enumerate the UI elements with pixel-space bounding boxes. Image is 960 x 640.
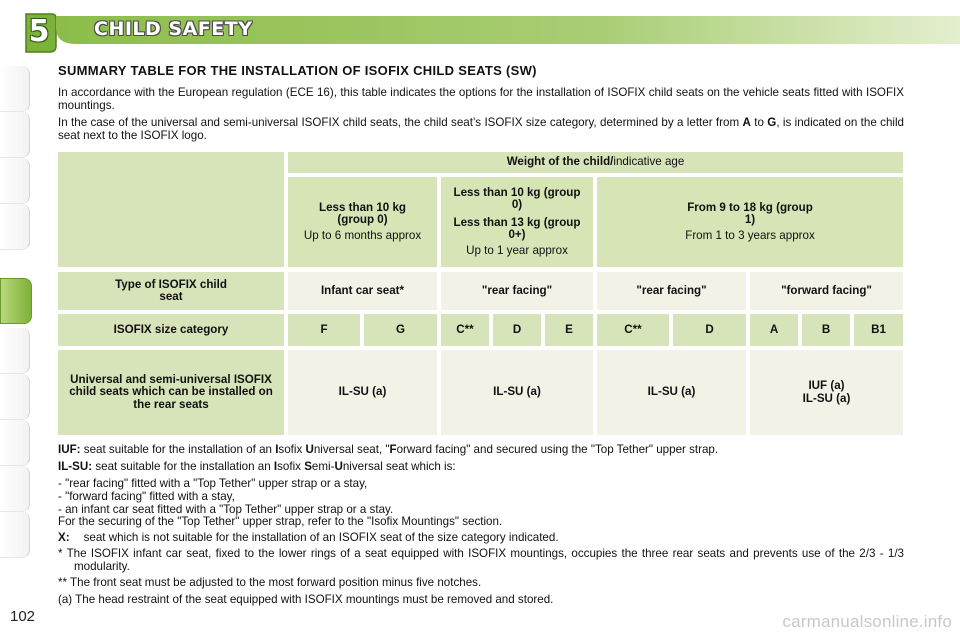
chapter-tab-4[interactable] — [0, 204, 30, 250]
install-row-label: Universal and semi-universal ISOFIX child seats which can be installed on the rear seats — [58, 350, 284, 435]
note-ilsu-list-item: - an infant car seat fitted with a "Top Tether" upper strap or a stay. — [58, 503, 394, 516]
weight-header: Weight of the child/indicative age — [288, 152, 903, 173]
chapter-tab-5-active[interactable] — [0, 278, 32, 324]
note-star: * The ISOFIX infant car seat, fixed to the lower rings of a seat equipped with ISOFIX mountings, occupies the three rear seats and prevents use of the 2/3 - 1/3 modularity. — [58, 547, 904, 573]
group-0-infant-header: Less than 10 kg (group 0) Up to 6 months approx — [288, 177, 437, 267]
chapter-tabs — [0, 60, 30, 580]
size-cell: E — [545, 314, 593, 346]
size-row-label: ISOFIX size category — [58, 314, 284, 346]
note-ilsu-list-item: - "rear facing" fitted with a "Top Tether" upper strap or a stay, — [58, 477, 368, 490]
chapter-tab-9[interactable] — [0, 466, 30, 512]
chapter-tab-7[interactable] — [0, 374, 30, 420]
chapter-tab-6[interactable] — [0, 328, 30, 374]
note-x: X: seat which is not suitable for the installation of an ISOFIX seat of the size category indicated. — [58, 531, 559, 544]
size-cell: C** — [597, 314, 669, 346]
chapter-tab-3[interactable] — [0, 158, 30, 204]
note-ilsu-list-item: - "forward facing" fitted with a stay, — [58, 490, 235, 503]
note-securing: For the securing of the "Top Tether" upper strap, refer to the "Isofix Mountings" section. — [58, 515, 503, 528]
type-rear-facing-2: "rear facing" — [597, 272, 746, 310]
chapter-number: 5 — [28, 14, 50, 49]
size-cell: G — [364, 314, 437, 346]
intro-paragraph-2: In the case of the universal and semi-universal ISOFIX child seats, the child seat’s ISOFIX size category, determined by a letter from A to G, is indicated on the child seat next to the ISOFIX logo. — [58, 116, 904, 142]
size-cell: D — [673, 314, 746, 346]
note-ilsu: IL-SU: seat suitable for the installation an Isofix Semi-Universal seat which is: — [58, 460, 456, 473]
intro-paragraph-1: In accordance with the European regulation (ECE 16), this table indicates the options for the installation of ISOFIX child seats on the vehicle seats fitted with ISOFIX mountings. — [58, 86, 904, 112]
chapter-title: CHILD SAFETY — [94, 18, 253, 40]
group-0-plus-header: Less than 10 kg (group 0) Less than 13 kg (group 0+) Up to 1 year approx — [441, 177, 593, 267]
note-a: (a) The head restraint of the seat equipped with ISOFIX mountings must be removed and stored. — [58, 593, 554, 606]
type-row-label: Type of ISOFIX child seat — [58, 272, 284, 310]
install-cell: IL-SU (a) — [288, 350, 437, 435]
note-double-star: ** The front seat must be adjusted to the most forward position minus five notches. — [58, 576, 482, 589]
section-title: SUMMARY TABLE FOR THE INSTALLATION OF ISOFIX CHILD SEATS (SW) — [58, 63, 537, 78]
size-cell: B — [802, 314, 850, 346]
note-iuf: IUF: seat suitable for the installation of an Isofix Universal seat, "Forward facing" and secured using the "Top Tether" upper strap. — [58, 443, 719, 456]
type-rear-facing-1: "rear facing" — [441, 272, 593, 310]
watermark: carmanualsonline.info — [782, 612, 952, 631]
type-infant-car-seat: Infant car seat* — [288, 272, 437, 310]
chapter-tab-10[interactable] — [0, 512, 30, 558]
install-cell: IL-SU (a) — [597, 350, 746, 435]
size-cell: B1 — [854, 314, 903, 346]
size-cell: A — [750, 314, 798, 346]
group-1-header: From 9 to 18 kg (group 1) From 1 to 3 years approx — [597, 177, 903, 267]
size-cell: C** — [441, 314, 489, 346]
install-cell: IL-SU (a) — [441, 350, 593, 435]
install-cell: IUF (a) IL-SU (a) — [750, 350, 903, 435]
page-number: 102 — [10, 608, 36, 625]
chapter-tab-2[interactable] — [0, 112, 30, 158]
table-corner-cell — [58, 152, 284, 267]
size-cell: F — [288, 314, 360, 346]
size-cell: D — [493, 314, 541, 346]
type-forward-facing: "forward facing" — [750, 272, 903, 310]
chapter-tab-8[interactable] — [0, 420, 30, 466]
chapter-tab-1[interactable] — [0, 66, 30, 112]
